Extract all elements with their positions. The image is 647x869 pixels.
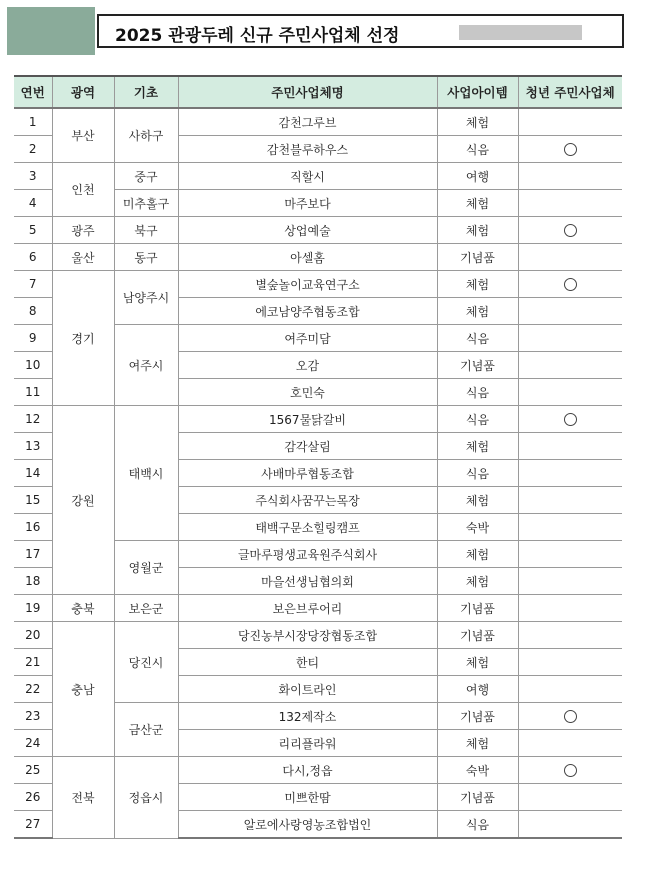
city-cell: 여주시 (114, 325, 178, 406)
youth-cell (518, 325, 622, 352)
business-name-cell: 여주미담 (178, 325, 437, 352)
youth-cell (518, 568, 622, 595)
region-cell: 충남 (52, 622, 114, 757)
item-cell: 숙박 (437, 514, 518, 541)
decorative-green-block (7, 7, 95, 55)
business-name-cell: 사배마루협동조합 (178, 460, 437, 487)
city-cell: 정읍시 (114, 757, 178, 839)
row-number: 6 (14, 244, 52, 271)
youth-circle-icon (564, 278, 577, 291)
row-number: 24 (14, 730, 52, 757)
city-cell: 동구 (114, 244, 178, 271)
item-cell: 체험 (437, 649, 518, 676)
city-cell: 중구 (114, 163, 178, 190)
row-number: 23 (14, 703, 52, 730)
business-name-cell: 아셀홈 (178, 244, 437, 271)
youth-cell (518, 433, 622, 460)
item-cell: 기념품 (437, 703, 518, 730)
business-name-cell: 마주보다 (178, 190, 437, 217)
row-number: 26 (14, 784, 52, 811)
table-row (14, 406, 622, 433)
youth-cell (518, 352, 622, 379)
business-name-cell: 마을선생님협의회 (178, 568, 437, 595)
item-cell: 체험 (437, 298, 518, 325)
region-cell: 부산 (52, 108, 114, 163)
table-body (14, 108, 622, 838)
city-cell: 영월군 (114, 541, 178, 595)
youth-cell (518, 649, 622, 676)
business-name-cell: 별숲놀이교육연구소 (178, 271, 437, 298)
header-region: 광역 (52, 76, 114, 108)
business-name-cell: 132제작소 (178, 703, 437, 730)
redacted-area (459, 25, 582, 40)
row-number: 16 (14, 514, 52, 541)
table-row (14, 244, 622, 271)
row-number: 19 (14, 595, 52, 622)
item-cell: 체험 (437, 487, 518, 514)
youth-cell (518, 703, 622, 730)
city-cell: 당진시 (114, 622, 178, 703)
youth-cell (518, 811, 622, 839)
city-cell: 미추홀구 (114, 190, 178, 217)
item-cell: 체험 (437, 190, 518, 217)
youth-cell (518, 298, 622, 325)
region-cell: 인천 (52, 163, 114, 217)
document-title: 2025 관광두레 신규 주민사업체 선정 (115, 26, 400, 46)
business-name-cell: 당진농부시장당장협동조합 (178, 622, 437, 649)
row-number: 8 (14, 298, 52, 325)
table-row (14, 217, 622, 244)
item-cell: 체험 (437, 541, 518, 568)
row-number: 4 (14, 190, 52, 217)
row-number: 21 (14, 649, 52, 676)
youth-cell (518, 244, 622, 271)
item-cell: 기념품 (437, 595, 518, 622)
header-row (14, 76, 622, 108)
item-cell: 기념품 (437, 622, 518, 649)
item-cell: 식음 (437, 379, 518, 406)
business-name-cell: 직할시 (178, 163, 437, 190)
youth-cell (518, 784, 622, 811)
header-item: 사업아이템 (437, 76, 518, 108)
business-name-cell: 오감 (178, 352, 437, 379)
item-cell: 체험 (437, 217, 518, 244)
youth-circle-icon (564, 224, 577, 237)
youth-cell (518, 514, 622, 541)
item-cell: 기념품 (437, 784, 518, 811)
row-number: 2 (14, 136, 52, 163)
item-cell: 체험 (437, 271, 518, 298)
youth-circle-icon (564, 764, 577, 777)
youth-cell (518, 379, 622, 406)
row-number: 27 (14, 811, 52, 839)
region-cell: 강원 (52, 406, 114, 595)
item-cell: 체험 (437, 108, 518, 136)
youth-cell (518, 163, 622, 190)
title-box (97, 14, 624, 48)
business-name-cell: 리리플라워 (178, 730, 437, 757)
row-number: 13 (14, 433, 52, 460)
youth-cell (518, 487, 622, 514)
youth-circle-icon (564, 143, 577, 156)
item-cell: 여행 (437, 163, 518, 190)
city-cell: 남양주시 (114, 271, 178, 325)
youth-cell (518, 136, 622, 163)
youth-cell (518, 730, 622, 757)
table-row (14, 271, 622, 298)
region-cell: 전북 (52, 757, 114, 839)
header-youth: 청년 주민사업체 (518, 76, 622, 108)
youth-cell (518, 406, 622, 433)
business-name-cell: 감각살림 (178, 433, 437, 460)
business-name-cell: 에코남양주협동조합 (178, 298, 437, 325)
business-name-cell: 미쁘한땀 (178, 784, 437, 811)
item-cell: 식음 (437, 406, 518, 433)
table-row (14, 757, 622, 784)
item-cell: 체험 (437, 433, 518, 460)
item-cell: 기념품 (437, 352, 518, 379)
row-number: 25 (14, 757, 52, 784)
item-cell: 숙박 (437, 757, 518, 784)
item-cell: 식음 (437, 136, 518, 163)
row-number: 18 (14, 568, 52, 595)
region-cell: 충북 (52, 595, 114, 622)
row-number: 10 (14, 352, 52, 379)
row-number: 9 (14, 325, 52, 352)
region-cell: 광주 (52, 217, 114, 244)
row-number: 12 (14, 406, 52, 433)
business-table (14, 75, 622, 839)
city-cell: 태백시 (114, 406, 178, 541)
region-cell: 경기 (52, 271, 114, 406)
header-business-name: 주민사업체명 (178, 76, 437, 108)
business-name-cell: 태백구문소힐링캠프 (178, 514, 437, 541)
youth-cell (518, 460, 622, 487)
table-row (14, 163, 622, 190)
business-name-cell: 호민숙 (178, 379, 437, 406)
city-cell: 보은군 (114, 595, 178, 622)
business-name-cell: 화이트라인 (178, 676, 437, 703)
item-cell: 식음 (437, 460, 518, 487)
youth-cell (518, 217, 622, 244)
youth-cell (518, 541, 622, 568)
row-number: 20 (14, 622, 52, 649)
youth-cell (518, 190, 622, 217)
business-name-cell: 다시,정읍 (178, 757, 437, 784)
youth-cell (518, 757, 622, 784)
header-city: 기초 (114, 76, 178, 108)
business-name-cell: 알로에사랑영농조합법인 (178, 811, 437, 839)
youth-cell (518, 622, 622, 649)
business-name-cell: 한티 (178, 649, 437, 676)
item-cell: 체험 (437, 568, 518, 595)
city-cell: 금산군 (114, 703, 178, 757)
business-name-cell: 보은브루어리 (178, 595, 437, 622)
business-name-cell: 상업예술 (178, 217, 437, 244)
row-number: 5 (14, 217, 52, 244)
business-name-cell: 1567물닭갈비 (178, 406, 437, 433)
table-row (14, 622, 622, 649)
region-cell: 울산 (52, 244, 114, 271)
youth-cell (518, 595, 622, 622)
youth-cell (518, 108, 622, 136)
row-number: 7 (14, 271, 52, 298)
row-number: 1 (14, 108, 52, 136)
item-cell: 식음 (437, 325, 518, 352)
youth-circle-icon (564, 710, 577, 723)
item-cell: 체험 (437, 730, 518, 757)
item-cell: 식음 (437, 811, 518, 839)
business-name-cell: 글마루평생교육원주식회사 (178, 541, 437, 568)
youth-cell (518, 271, 622, 298)
item-cell: 기념품 (437, 244, 518, 271)
table-row (14, 595, 622, 622)
business-name-cell: 주식회사꿈꾸는목장 (178, 487, 437, 514)
row-number: 17 (14, 541, 52, 568)
youth-circle-icon (564, 413, 577, 426)
item-cell: 여행 (437, 676, 518, 703)
business-name-cell: 감천그루브 (178, 108, 437, 136)
row-number: 15 (14, 487, 52, 514)
row-number: 22 (14, 676, 52, 703)
city-cell: 사하구 (114, 108, 178, 163)
header-no: 연번 (14, 76, 52, 108)
row-number: 14 (14, 460, 52, 487)
business-name-cell: 감천블루하우스 (178, 136, 437, 163)
table-row (14, 108, 622, 136)
row-number: 3 (14, 163, 52, 190)
youth-cell (518, 676, 622, 703)
city-cell: 북구 (114, 217, 178, 244)
row-number: 11 (14, 379, 52, 406)
